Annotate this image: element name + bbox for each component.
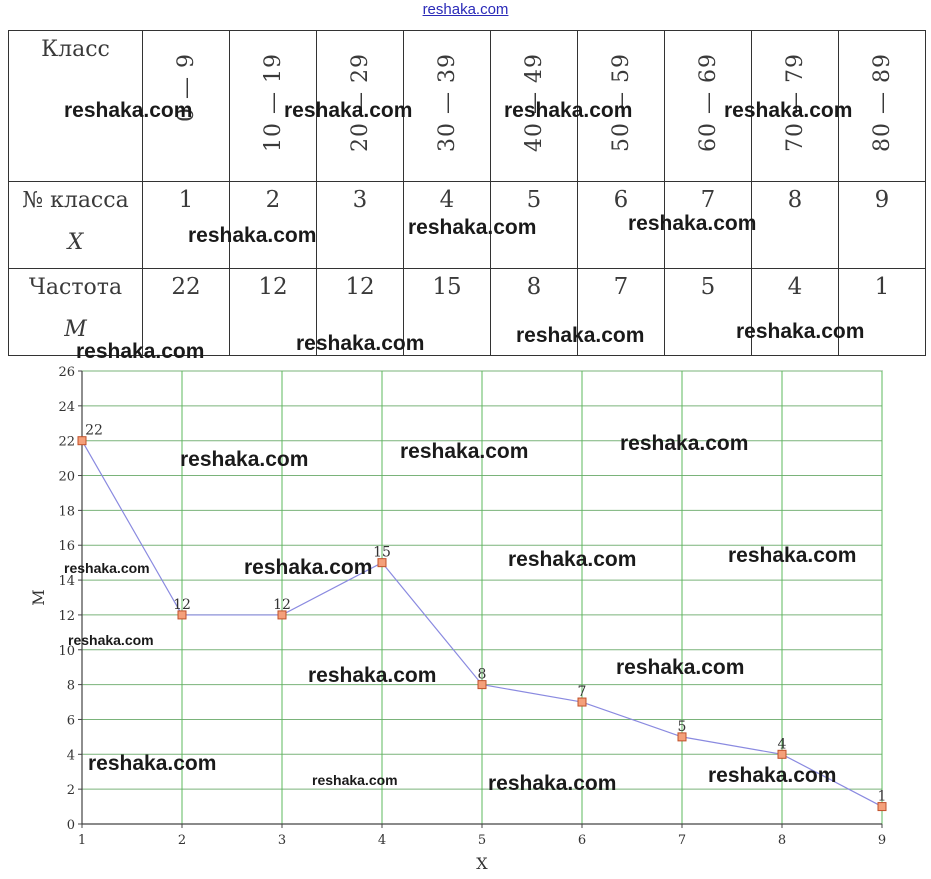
class-number-symbol: X [67,230,84,255]
frequency-label: Частота [28,275,123,300]
class-number: 9 [874,187,890,213]
x-tick-label: 8 [777,833,787,848]
watermark: reshaka.com [88,752,217,775]
x-tick-label: 2 [177,833,187,848]
class-range: 30 — 39 [434,53,460,152]
data-label: 5 [677,718,687,735]
frequency-line-chart [0,360,931,879]
class-number-label: № класса [22,188,129,213]
frequency-value: 8 [526,274,542,300]
data-label: 12 [173,596,191,613]
frequency-value: 15 [432,274,462,300]
y-tick-label: 24 [58,399,75,415]
watermark: reshaka.com [408,216,537,239]
y-tick-label: 16 [58,539,75,555]
frequency-value: 7 [613,274,629,300]
x-tick-label: 9 [877,833,887,848]
class-range: 20 — 29 [347,53,373,152]
watermark: reshaka.com [616,656,745,679]
class-range: 0 — 9 [173,53,199,122]
class-number: 5 [526,187,542,213]
number-cell [317,182,404,269]
x-axis-label: X [476,854,488,873]
class-range: 80 — 89 [869,53,895,152]
x-tick-label: 6 [577,833,587,848]
data-label: 8 [477,666,487,683]
site-link[interactable]: reshaka.com [422,1,509,18]
watermark: reshaka.com [508,548,637,571]
watermark: reshaka.com [180,448,309,471]
class-number: 2 [265,187,281,213]
class-range: 50 — 59 [608,53,634,152]
y-tick-label: 18 [58,504,75,520]
data-label: 1 [877,788,887,805]
watermark: reshaka.com [244,556,373,579]
class-range: 60 — 69 [695,53,721,152]
class-number: 6 [613,187,629,213]
frequency-value: 22 [171,274,201,300]
watermark: reshaka.com [400,440,529,463]
watermark: reshaka.com [620,432,749,455]
x-tick-label: 4 [377,833,387,848]
frequency-value: 12 [345,274,375,300]
x-tick-label: 1 [77,833,87,848]
y-tick-label: 4 [66,748,75,764]
watermark: reshaka.com [488,772,617,795]
watermark: reshaka.com [708,764,837,787]
frequency-value: 4 [787,274,803,300]
frequency-symbol: M [64,317,87,342]
y-tick-label: 0 [66,818,75,833]
watermark: reshaka.com [76,340,205,363]
class-number: 8 [787,187,803,213]
y-tick-label: 22 [58,434,75,450]
watermark: reshaka.com [64,99,193,122]
watermark: reshaka.com [504,99,633,122]
y-axis-label: M [29,589,48,606]
class-range: 10 — 19 [260,53,286,152]
frequency-value: 12 [258,274,288,300]
class-number: 3 [352,187,368,213]
watermark: reshaka.com [516,324,645,347]
x-tick-label: 3 [277,833,287,848]
watermark: reshaka.com [188,224,317,247]
data-label: 12 [273,596,291,613]
data-label: 15 [373,544,391,561]
frequency-value: 5 [700,274,716,300]
number-cell [839,182,926,269]
class-number: 4 [439,187,455,213]
watermark: reshaka.com [64,560,150,576]
data-label: 7 [577,684,587,701]
watermark: reshaka.com [728,544,857,567]
number-cell [752,182,839,269]
watermark: reshaka.com [308,664,437,687]
frequency-table [8,30,926,356]
y-tick-label: 26 [58,365,75,380]
y-tick-label: 20 [58,469,75,485]
y-tick-label: 8 [66,678,75,694]
watermark: reshaka.com [296,332,425,355]
class-number: 7 [700,187,716,213]
y-tick-label: 14 [58,574,75,590]
watermark: reshaka.com [68,632,154,648]
class-cell [404,31,491,182]
y-tick-label: 6 [66,713,75,729]
data-label: 22 [85,422,103,439]
frequency-value: 1 [874,274,890,300]
watermark: reshaka.com [628,212,757,235]
y-tick-label: 2 [66,783,75,799]
class-number: 1 [178,187,194,213]
class-number-header [9,182,143,269]
watermark: reshaka.com [724,99,853,122]
class-range: 70 — 79 [782,53,808,152]
data-label: 4 [777,736,787,753]
class-range: 40 — 49 [521,53,547,152]
watermark: reshaka.com [736,320,865,343]
watermark: reshaka.com [312,772,398,788]
class-header-label: Класс [41,37,110,62]
y-tick-label: 10 [58,643,75,659]
watermark: reshaka.com [284,99,413,122]
x-tick-label: 5 [477,833,487,848]
y-tick-label: 12 [58,608,75,624]
x-tick-label: 7 [677,833,687,848]
